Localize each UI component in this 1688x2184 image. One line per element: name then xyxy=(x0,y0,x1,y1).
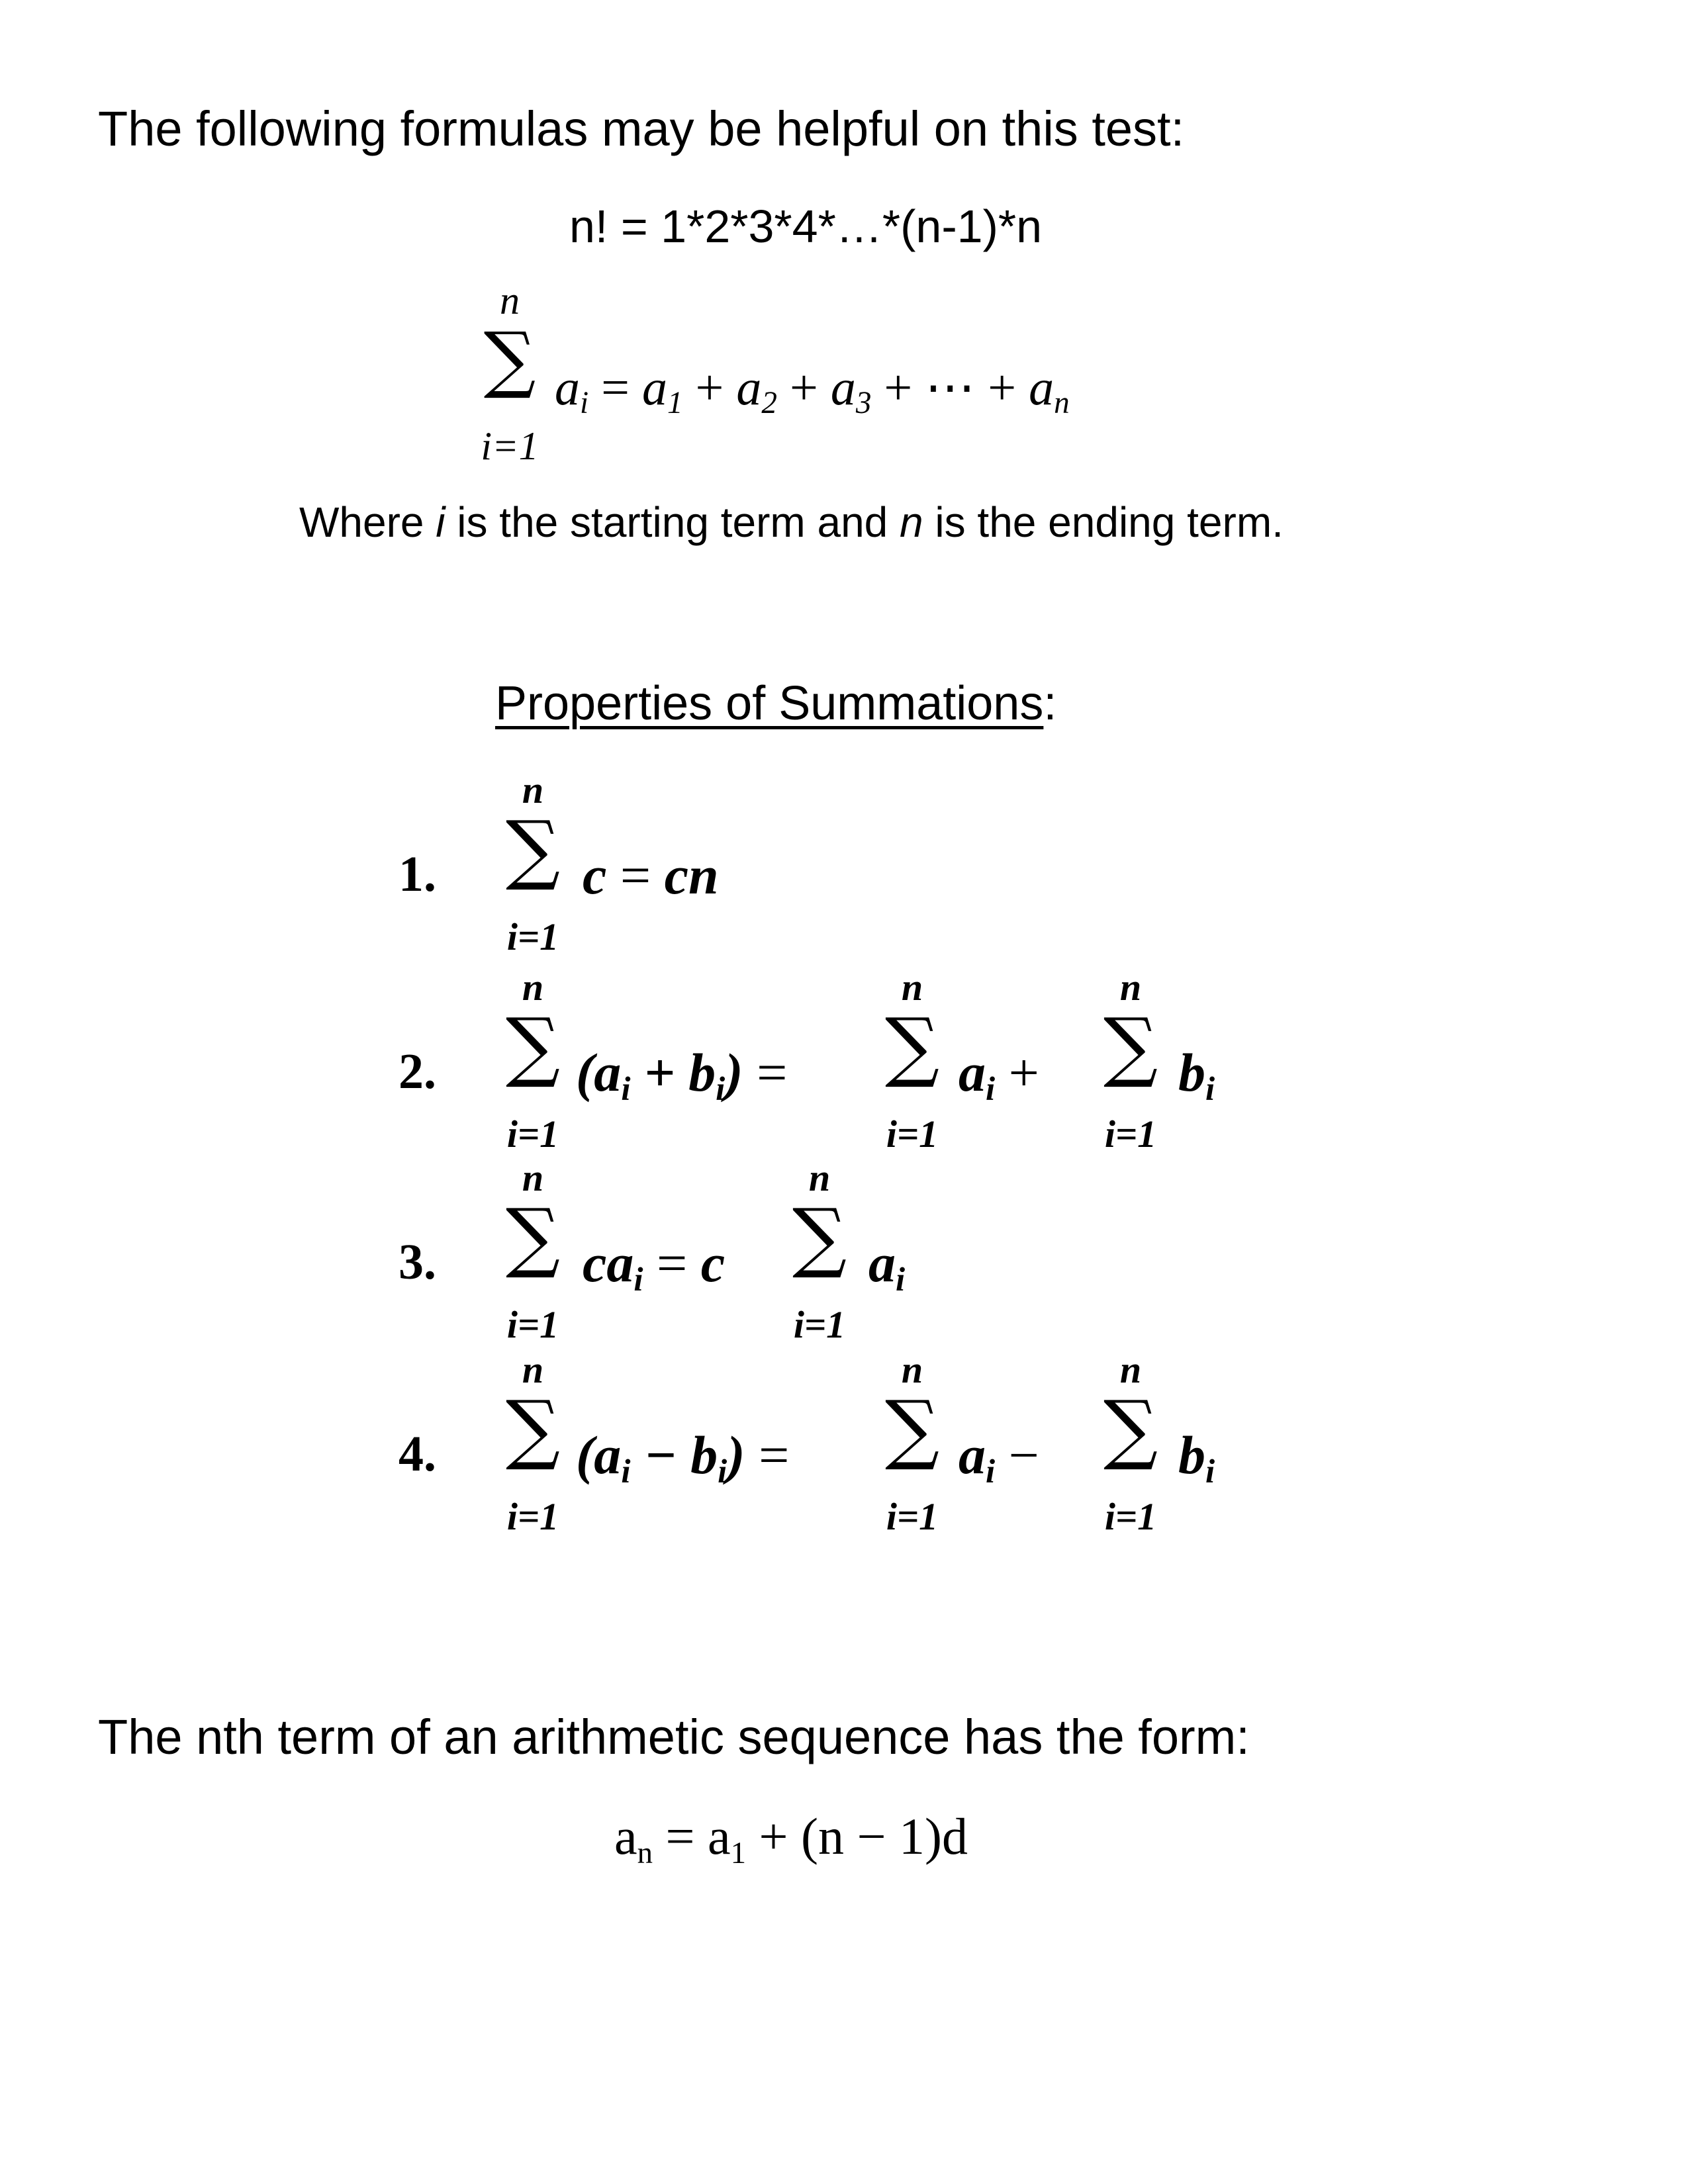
where-middle: is the starting term and xyxy=(445,498,900,546)
sigma-symbol: ∑ xyxy=(505,1193,561,1281)
property-3-sigma-right xyxy=(780,1156,859,1354)
property-2-rhs-a: $a_i$ + xyxy=(959,1042,1039,1108)
rhs-part: = xyxy=(601,360,642,416)
an-a: a xyxy=(614,1807,637,1865)
sum-upper-limit: n xyxy=(500,279,520,322)
property-3-sigma-left xyxy=(493,1156,573,1354)
property-2-sigma-a xyxy=(872,965,952,1163)
property-2-number: 2. xyxy=(399,1044,436,1099)
property-4-rhs-b: $b_i$ xyxy=(1178,1425,1215,1490)
sum-upper: n xyxy=(522,768,544,811)
sum-upper: n xyxy=(522,1348,544,1391)
plus: + xyxy=(1008,1042,1039,1103)
rhs-an-sub: n xyxy=(1054,386,1070,421)
sum-upper: n xyxy=(808,1156,831,1199)
equals: = xyxy=(757,1042,788,1103)
property-4-lhs: $(a_i - b_i)$ = xyxy=(576,1425,790,1490)
sum-upper: n xyxy=(522,1156,544,1199)
rhs-a2: a xyxy=(736,360,762,416)
sum-upper: n xyxy=(1119,1348,1142,1391)
sum-lower: i=1 xyxy=(506,915,559,958)
property-2-sigma-left xyxy=(493,965,573,1163)
equals: = xyxy=(759,1425,790,1485)
where-prefix: Where xyxy=(299,498,436,546)
sum-lower: i=1 xyxy=(886,1495,939,1538)
sigma-symbol: ∑ xyxy=(505,805,561,893)
sigma-symbol: ∑ xyxy=(1103,1002,1158,1091)
summation-definition-expression xyxy=(555,357,1070,421)
properties-heading xyxy=(495,676,1056,731)
property-4-sigma-a xyxy=(872,1347,952,1546)
sum-lower: i=1 xyxy=(793,1303,846,1346)
property-2-rhs-b: $b_i$ xyxy=(1178,1042,1215,1108)
factorial-formula: n! = 1*2*3*4*…*(n-1)*n xyxy=(569,201,1043,252)
sum-upper: n xyxy=(901,966,923,1009)
plus-2: + xyxy=(776,360,831,416)
page-heading: The following formulas may be helpful on this test: xyxy=(98,101,1185,156)
where-var-n: n xyxy=(900,498,923,546)
property-2-lhs: $(a_i + b_i)$ = xyxy=(576,1042,788,1108)
term-a-sub: i xyxy=(580,386,589,421)
cn: cn xyxy=(664,845,719,905)
property-4-sigma-b xyxy=(1091,1347,1170,1546)
an-tail: + (n − 1)d xyxy=(746,1807,968,1865)
minus: − xyxy=(1008,1425,1039,1485)
sigma-symbol: ∑ xyxy=(1103,1385,1158,1473)
property-3-lhs: $ca_i = c$ xyxy=(583,1233,726,1298)
sigma-symbol: ∑ xyxy=(505,1002,561,1091)
property-1-number: 1. xyxy=(399,846,436,902)
plus-dots: + ⋯ + xyxy=(871,360,1029,416)
an-sub: n xyxy=(637,1836,653,1871)
property-1-expression xyxy=(583,844,719,907)
sum-lower-limit: i=1 xyxy=(481,424,539,468)
rhs-a1: a xyxy=(641,360,667,416)
c: c xyxy=(583,845,607,905)
property-3-number: 3. xyxy=(399,1234,436,1290)
summation-definition-sigma xyxy=(470,278,549,477)
sum-lower: i=1 xyxy=(1104,1495,1157,1538)
property-4-sigma-left xyxy=(493,1347,573,1546)
sum-lower: i=1 xyxy=(506,1303,559,1346)
property-4-number: 4. xyxy=(399,1426,436,1482)
rhs-a3-sub: 3 xyxy=(855,386,872,421)
sum-lower: i=1 xyxy=(506,1113,559,1156)
plus-1: + xyxy=(682,360,737,416)
sum-upper: n xyxy=(901,1348,923,1391)
sum-upper: n xyxy=(1119,966,1142,1009)
sigma-symbol: ∑ xyxy=(884,1385,940,1473)
where-suffix: is the ending term. xyxy=(923,498,1284,546)
property-3-rhs: $a_i$ xyxy=(868,1233,906,1298)
sum-upper: n xyxy=(522,966,544,1009)
an-equals-a: = a xyxy=(653,1807,731,1865)
sum-lower: i=1 xyxy=(506,1495,559,1538)
arithmetic-formula xyxy=(614,1807,968,1871)
a1-sub: 1 xyxy=(730,1836,747,1871)
equals: = xyxy=(657,1233,688,1293)
rhs-a2-sub: 2 xyxy=(761,386,777,421)
sum-lower: i=1 xyxy=(886,1113,939,1156)
where-var-i: i xyxy=(436,498,445,546)
properties-title: Properties of Summations xyxy=(495,677,1044,730)
property-4-rhs-a: $a_i$ − xyxy=(959,1425,1039,1490)
sigma-symbol: ∑ xyxy=(505,1385,561,1473)
equals: = xyxy=(606,845,665,905)
sigma-symbol: ∑ xyxy=(792,1193,847,1281)
arithmetic-heading: The nth term of an arithmetic sequence has the form: xyxy=(98,1709,1250,1764)
where-note xyxy=(299,498,1284,547)
sigma-symbol: ∑ xyxy=(884,1002,940,1091)
property-2-sigma-b xyxy=(1091,965,1170,1163)
sum-lower: i=1 xyxy=(1104,1113,1157,1156)
rhs-an: a xyxy=(1029,360,1055,416)
sigma-symbol: ∑ xyxy=(483,316,536,401)
properties-colon: : xyxy=(1043,677,1057,730)
term-a: a xyxy=(555,360,580,416)
rhs-a1-sub: 1 xyxy=(667,386,683,421)
property-1-sigma xyxy=(493,768,573,966)
rhs-a3: a xyxy=(830,360,856,416)
